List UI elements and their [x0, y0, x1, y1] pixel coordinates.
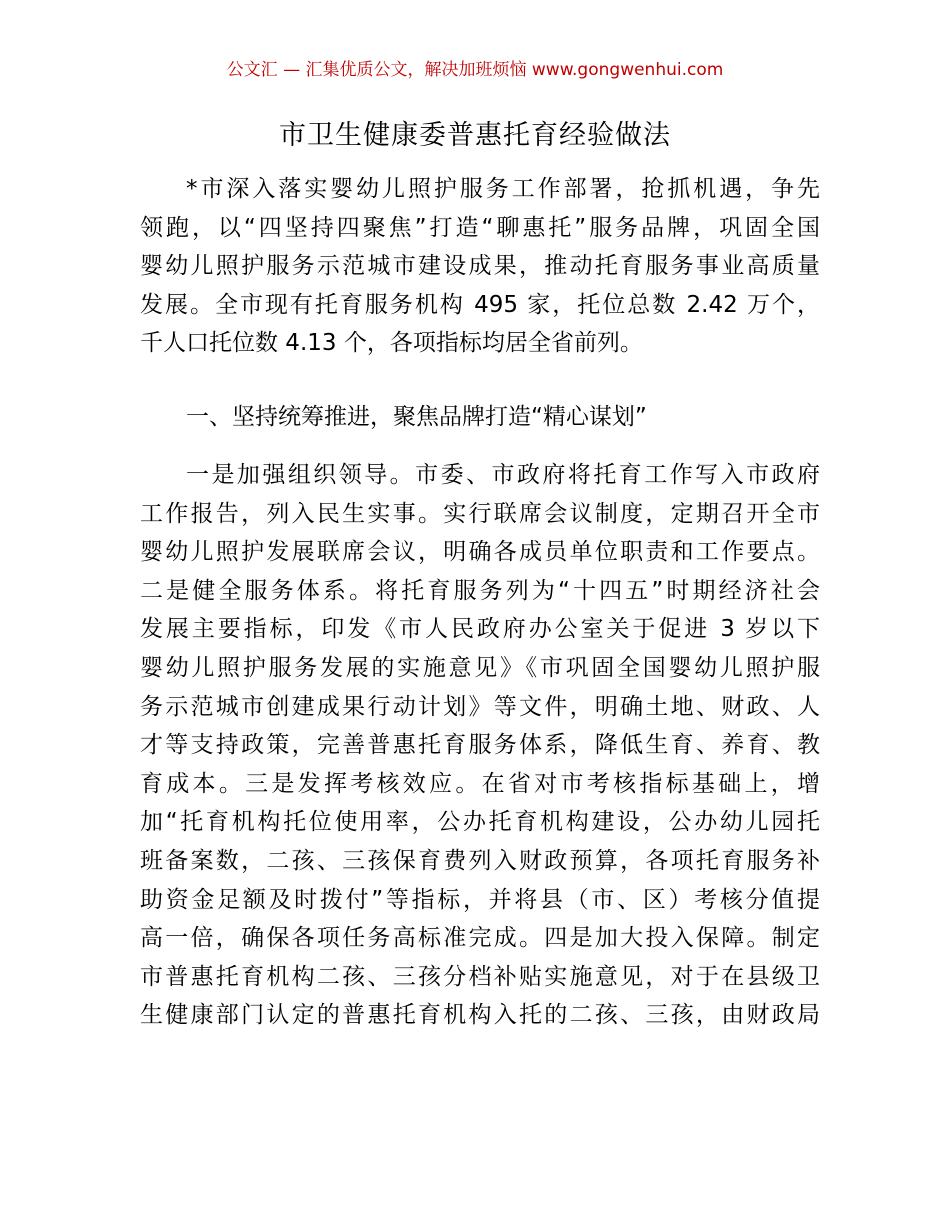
- body-line: 助资金足额及时拨付”等指标，并将县（市、区）考核分值提: [140, 886, 820, 913]
- intro-line: 领跑，以“四坚持四聚焦”打造“聊惠托”服务品牌，巩固全国: [140, 214, 820, 241]
- body-line: 才等支持政策，完善普惠托育服务体系，降低生育、养育、教: [140, 732, 820, 759]
- body-line: 一是加强组织领导。市委、市政府将托育工作写入市政府: [186, 462, 820, 488]
- body-paragraph: [140, 456, 820, 1035]
- intro-paragraph: [140, 170, 820, 363]
- body-line: 发展主要指标，印发《市人民政府办公室关于促进 3 岁以下: [140, 616, 820, 643]
- source-header: 公文汇 — 汇集优质公文，解决加班烦恼 www.gongwenhui.com: [226, 60, 724, 80]
- body-line: 婴幼儿照护发展联席会议，明确各成员单位职责和工作要点。: [140, 539, 820, 566]
- body-line: 育成本。三是发挥考核效应。在省对市考核指标基础上，增: [140, 770, 820, 797]
- body-line: 婴幼儿照护服务发展的实施意见》《市巩固全国婴幼儿照护服: [140, 654, 820, 681]
- section-heading-block: [140, 398, 820, 437]
- body-line: 班备案数，二孩、三孩保育费列入财政预算，各项托育服务补: [140, 847, 820, 874]
- intro-line: 婴幼儿照护服务示范城市建设成果，推动托育服务事业高质量: [140, 253, 820, 280]
- intro-line: *市深入落实婴幼儿照护服务工作部署，抢抓机遇，争先: [186, 176, 820, 202]
- body-line: 工作报告，列入民生实事。实行联席会议制度，定期召开全市: [140, 500, 820, 527]
- body-line: 高一倍，确保各项任务高标准完成。四是加大投入保障。制定: [140, 925, 820, 952]
- body-line: 二是健全服务体系。将托育服务列为“十四五”时期经济社会: [140, 577, 820, 604]
- body-line: 市普惠托育机构二孩、三孩分档补贴实施意见，对于在县级卫: [140, 963, 820, 990]
- body-line: 务示范城市创建成果行动计划》等文件，明确土地、财政、人: [140, 693, 820, 720]
- section-heading: 一、坚持统筹推进，聚焦品牌打造“精心谋划”: [186, 404, 647, 430]
- intro-line: 千人口托位数 4.13 个，各项指标均居全省前列。: [140, 330, 643, 357]
- intro-line: 发展。全市现有托育服务机构 495 家，托位总数 2.42 万个，: [140, 291, 820, 318]
- body-line: 生健康部门认定的普惠托育机构入托的二孩、三孩，由财政局: [140, 1002, 820, 1029]
- document-title: 市卫生健康委普惠托育经验做法: [279, 120, 671, 151]
- body-line: 加“托育机构托位使用率，公办托育机构建设，公办幼儿园托: [140, 809, 820, 836]
